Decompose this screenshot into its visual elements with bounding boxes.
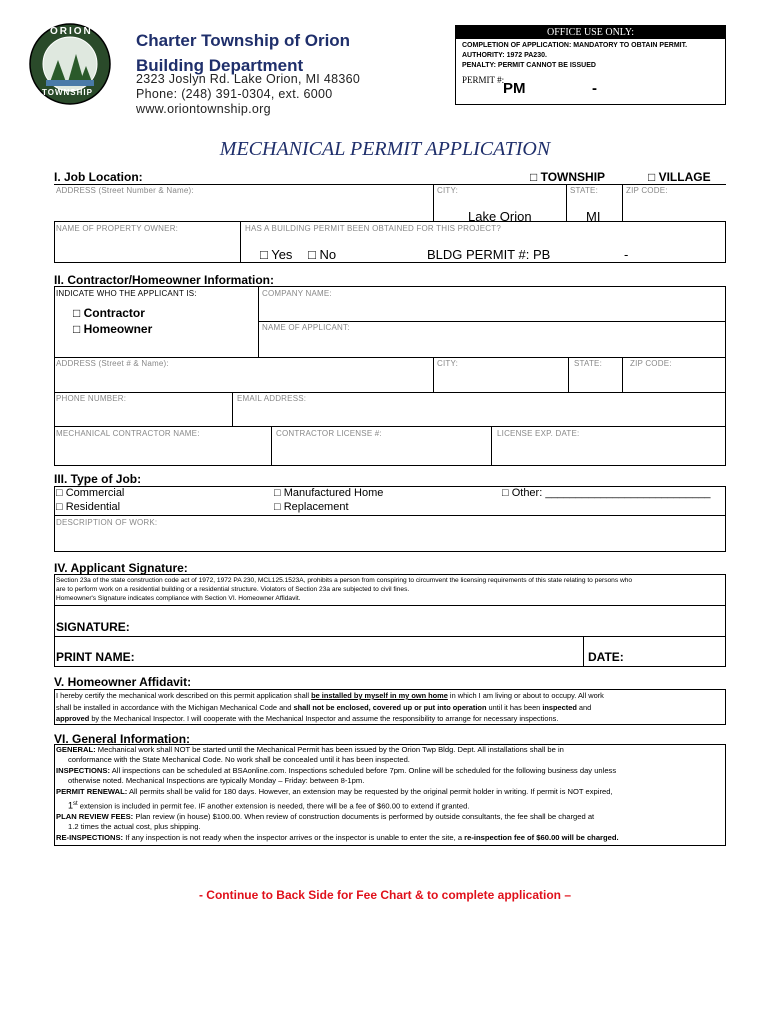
- city-label: CITY:: [437, 186, 459, 195]
- bldg-permit-number[interactable]: BLDG PERMIT #: PB: [427, 247, 551, 262]
- divider: [271, 426, 272, 466]
- contractor-state-label: STATE:: [574, 359, 603, 368]
- inspections-text-2: otherwise noted. Mechanical Inspections are typically Monday – Friday: between 8-1pm.: [68, 776, 365, 786]
- divider: [258, 321, 726, 322]
- section-23a-line-3: Homeowner's Signature indicates compliance with Section VI. Homeowner Affidavit.: [56, 595, 301, 602]
- state-value[interactable]: MI: [586, 209, 601, 224]
- company-label: COMPANY NAME:: [262, 289, 332, 298]
- building-permit-question: HAS A BUILDING PERMIT BEEN OBTAINED FOR THIS PROJECT?: [245, 224, 501, 233]
- mech-contractor-label: MECHANICAL CONTRACTOR NAME:: [56, 429, 200, 438]
- permit-prefix: PM: [503, 80, 526, 97]
- zip-label: ZIP CODE:: [626, 186, 668, 195]
- contact-block: [136, 72, 360, 117]
- divider: [622, 184, 623, 221]
- general-text: Mechanical work shall NOT be started until the Mechanical Permit has been issued by the Orion Twp Bldg. Dept. All installations shall be in: [95, 745, 564, 754]
- general-info-text: [56, 745, 724, 843]
- other-checkbox[interactable]: □ Other: ___________________________: [502, 487, 711, 499]
- title-line-2: Building Department: [136, 56, 304, 75]
- department-title: [136, 28, 350, 78]
- contractor-zip-label: ZIP CODE:: [630, 359, 672, 368]
- title-line-1: Charter Township of Orion: [136, 31, 351, 50]
- permit-number-label: PERMIT #:: [462, 75, 505, 85]
- commercial-checkbox[interactable]: □ Commercial: [56, 487, 125, 499]
- divider: [491, 426, 492, 466]
- affidavit-text-part: I hereby certify the mechanical work described on this permit application shall: [56, 691, 312, 700]
- village-checkbox[interactable]: □ VILLAGE: [648, 170, 711, 184]
- divider: [54, 184, 726, 185]
- affidavit-text-part: in which I am living or about to occupy. All work: [447, 691, 604, 700]
- section-23a-line-2: are to perform work on a residential building or a residential structure. Violators of Section 23a are subjected to civil fines.: [56, 586, 410, 593]
- renewal-ordinal-suffix: st: [73, 801, 78, 808]
- yes-checkbox[interactable]: □ Yes: [260, 247, 293, 262]
- divider: [622, 357, 623, 392]
- date-field[interactable]: DATE:: [588, 650, 624, 664]
- logo-top-text: ORION: [50, 26, 93, 37]
- manufactured-checkbox[interactable]: □ Manufactured Home: [274, 487, 384, 499]
- township-checkbox[interactable]: □ TOWNSHIP: [530, 170, 606, 184]
- email-label: EMAIL ADDRESS:: [237, 394, 307, 403]
- renewal-text-2: extension is included in permit fee. IF another extension is needed, there will be a fee of $60.00 to extend if granted.: [77, 801, 470, 811]
- contractor-box: [54, 286, 726, 466]
- affidavit-text-part: by the Mechanical Inspector. I will cooperate with the Mechanical Inspector and assume the responsibility to arrange for necessary inspections.: [89, 714, 559, 723]
- divider: [232, 392, 233, 426]
- general-text-2: conformance with the State Mechanical Code. No work shall be concealed until it has been inspected.: [68, 755, 410, 765]
- divider: [568, 357, 569, 392]
- homeowner-checkbox[interactable]: □ Homeowner: [73, 322, 153, 336]
- inspections-label: INSPECTIONS:: [56, 765, 111, 775]
- contractor-checkbox[interactable]: □ Contractor: [73, 306, 145, 320]
- divider: [240, 221, 241, 263]
- office-use-box: [455, 25, 726, 105]
- affidavit-emphasis: approved: [56, 714, 90, 723]
- inspections-text: All inspections can be scheduled at BSAonline.com. Inspections scheduled before 7pm. Online will be scheduled for the following business day unless: [110, 765, 617, 775]
- affidavit-text-part: until it has been: [486, 702, 543, 712]
- office-line-1: COMPLETION OF APPLICATION: MANDATORY TO OBTAIN PERMIT.: [462, 42, 688, 49]
- website-link[interactable]: www.oriontownship.org: [136, 102, 271, 116]
- applicant-label: NAME OF APPLICANT:: [262, 323, 350, 332]
- city-value[interactable]: Lake Orion: [468, 209, 532, 224]
- section-3-heading: III. Type of Job:: [54, 472, 142, 486]
- divider: [54, 636, 726, 637]
- plan-review-text: Plan review (in house) $100.00. When review of construction documents is performed by outside consultants, the fee shall be charged at: [133, 811, 595, 821]
- bldg-permit-dash: -: [624, 247, 629, 262]
- phone: Phone: (248) 391-0304, ext. 6000: [136, 87, 333, 101]
- divider: [566, 184, 567, 221]
- affidavit-text: [56, 690, 724, 725]
- office-line-3: PENALTY: PERMIT CANNOT BE ISSUED: [462, 62, 596, 69]
- divider: [54, 515, 726, 516]
- divider: [433, 357, 434, 392]
- divider: [54, 357, 726, 358]
- section-4-heading: IV. Applicant Signature:: [54, 561, 188, 575]
- office-use-heading: OFFICE USE ONLY:: [456, 26, 725, 39]
- reinspections-label: RE-INSPECTIONS:: [56, 832, 124, 842]
- section-1-heading: I. Job Location:: [54, 170, 143, 184]
- township-logo: [28, 22, 112, 106]
- section-23a-text: [56, 576, 724, 603]
- affidavit-text-part: shall be installed in accordance with the Michigan Mechanical Code and: [56, 702, 294, 712]
- contractor-city-label: CITY:: [437, 359, 459, 368]
- plan-review-label: PLAN REVIEW FEES:: [56, 811, 134, 821]
- address-label: ADDRESS (Street Number & Name):: [56, 186, 194, 195]
- renewal-ordinal: 1: [68, 800, 74, 811]
- reinspections-text: If any inspection is not ready when the inspector arrives or the inspector is unable to enter the site, a: [123, 832, 465, 842]
- affidavit-emphasis: inspected: [542, 702, 577, 712]
- renewal-label: PERMIT RENEWAL:: [56, 786, 128, 796]
- affidavit-emphasis: be installed by myself in my own home: [311, 691, 448, 700]
- divider: [54, 605, 726, 606]
- state-label: STATE:: [570, 186, 599, 195]
- print-name-field[interactable]: PRINT NAME:: [56, 650, 135, 664]
- signature-field[interactable]: SIGNATURE:: [56, 620, 130, 634]
- phone-label: PHONE NUMBER:: [56, 394, 127, 403]
- divider: [433, 184, 434, 221]
- section-2-heading: II. Contractor/Homeowner Information:: [54, 273, 275, 287]
- section-23a-line-1: Section 23a of the state construction code act of 1972, 1972 PA 230, MCL125.1523A, prohibits a person from conspiring to circumvent the licensing requirements of this state relating to persons who: [56, 577, 633, 584]
- reinspections-fee: re-inspection fee of $60.00 will be charged.: [464, 832, 619, 842]
- permit-dash: -: [592, 80, 597, 97]
- affidavit-emphasis: shall not be enclosed, covered up or put into operation: [293, 702, 487, 712]
- description-label: DESCRIPTION OF WORK:: [56, 518, 158, 527]
- office-line-2: AUTHORITY: 1972 PA230.: [462, 52, 547, 59]
- general-label: GENERAL:: [56, 745, 96, 754]
- divider: [54, 392, 726, 393]
- license-exp-label: LICENSE EXP. DATE:: [497, 429, 580, 438]
- continue-notice: - Continue to Back Side for Fee Chart & to complete application –: [198, 888, 572, 902]
- no-checkbox[interactable]: □ No: [308, 247, 337, 262]
- divider: [54, 426, 726, 427]
- address: 2323 Joslyn Rd. Lake Orion, MI 48360: [136, 72, 361, 86]
- owner-label: NAME OF PROPERTY OWNER:: [56, 224, 179, 233]
- section-5-heading: V. Homeowner Affidavit:: [54, 675, 192, 689]
- plan-review-text-2: 1.2 times the actual cost, plus shipping.: [68, 822, 201, 832]
- residential-checkbox[interactable]: □ Residential: [56, 501, 121, 513]
- divider: [583, 636, 584, 667]
- contractor-address-label: ADDRESS (Street # & Name):: [56, 359, 169, 368]
- license-label: CONTRACTOR LICENSE #:: [276, 429, 382, 438]
- affidavit-text-part: and: [576, 702, 592, 712]
- indicate-label: INDICATE WHO THE APPLICANT IS:: [56, 289, 197, 298]
- renewal-text: All permits shall be valid for 180 days. However, an extension may be requested by the original permit holder in writing. If permit is NOT expired,: [127, 786, 613, 796]
- page-title: MECHANICAL PERMIT APPLICATION: [219, 138, 551, 160]
- section-6-heading: VI. General Information:: [54, 732, 191, 746]
- logo-bottom-text: TOWNSHIP: [42, 88, 93, 97]
- replacement-checkbox[interactable]: □ Replacement: [274, 501, 349, 513]
